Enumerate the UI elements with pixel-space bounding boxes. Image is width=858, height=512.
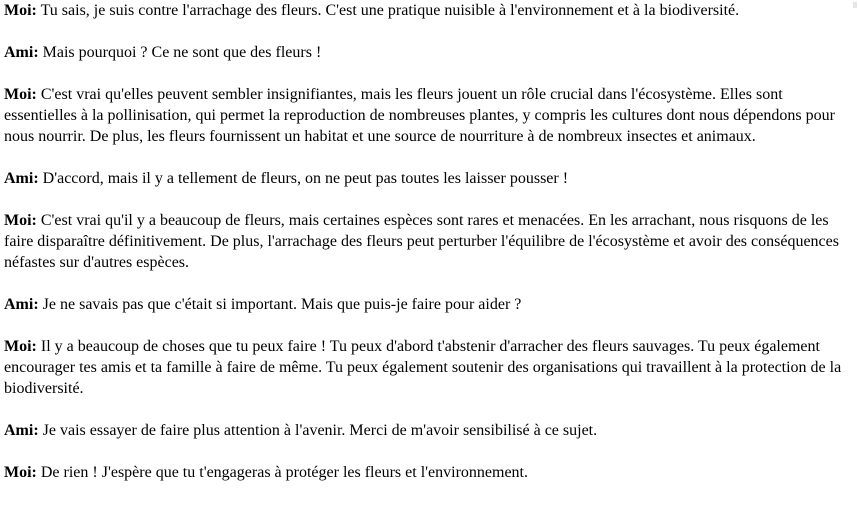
scrollbar-track[interactable]: [852, 0, 858, 512]
scrollbar-thumb[interactable]: [853, 2, 857, 8]
message-text: Je vais essayer de faire plus attention à l'avenir. Merci de m'avoir sensibilisé à ce sujet.: [38, 422, 598, 439]
speaker-label: Moi:: [4, 2, 37, 19]
dialogue-document: [4, 0, 852, 504]
dialogue-line: [4, 294, 852, 315]
speaker-label: Ami:: [4, 44, 39, 61]
speaker-label: Ami:: [4, 170, 39, 187]
dialogue-line: [4, 84, 852, 147]
dialogue-line: [4, 420, 852, 441]
message-text: C'est vrai qu'il y a beaucoup de fleurs, mais certaines espèces sont rares et menacées. En les arrachant, nous risquons de les faire disparaître définitivement. De plus, l'arrachage des fleurs peut perturber l'équilibre de l'écosystème et avoir des conséquences néfastes sur d'autres espèces.: [4, 212, 839, 271]
speaker-label: Moi:: [4, 212, 37, 229]
dialogue-line: [4, 42, 852, 63]
speaker-label: Moi:: [4, 464, 37, 481]
speaker-label: Ami:: [4, 296, 39, 313]
message-text: De rien ! J'espère que tu t'engageras à protéger les fleurs et l'environnement.: [36, 464, 528, 481]
message-text: Il y a beaucoup de choses que tu peux faire ! Tu peux d'abord t'abstenir d'arracher des fleurs sauvages. Tu peux également encourager tes amis et ta famille à faire de même. Tu peux également soutenir des organisations qui travaillent à la protection de la biodiversité.: [4, 338, 842, 397]
message-text: Je ne savais pas que c'était si important. Mais que puis-je faire pour aider ?: [38, 296, 522, 313]
message-text: D'accord, mais il y a tellement de fleurs, on ne peut pas toutes les laisser pousser !: [38, 170, 569, 187]
dialogue-line: [4, 210, 852, 273]
message-text: C'est vrai qu'elles peuvent sembler insignifiantes, mais les fleurs jouent un rôle crucial dans l'écosystème. Elles sont essentielles à la pollinisation, qui permet la reproduction de nombreuses plantes, y compris les cultures dont nous dépendons pour nous nourrir. De plus, les fleurs fournissent un habitat et une source de nourriture à de nombreux insectes et animaux.: [4, 86, 835, 145]
message-text: Mais pourquoi ? Ce ne sont que des fleurs !: [38, 44, 322, 61]
dialogue-line: [4, 462, 852, 483]
dialogue-line: [4, 168, 852, 189]
speaker-label: Ami:: [4, 422, 39, 439]
speaker-label: Moi:: [4, 86, 37, 103]
dialogue-line: [4, 0, 852, 21]
speaker-label: Moi:: [4, 338, 37, 355]
dialogue-line: [4, 336, 852, 399]
message-text: Tu sais, je suis contre l'arrachage des fleurs. C'est une pratique nuisible à l'environnement et à la biodiversité.: [36, 2, 740, 19]
